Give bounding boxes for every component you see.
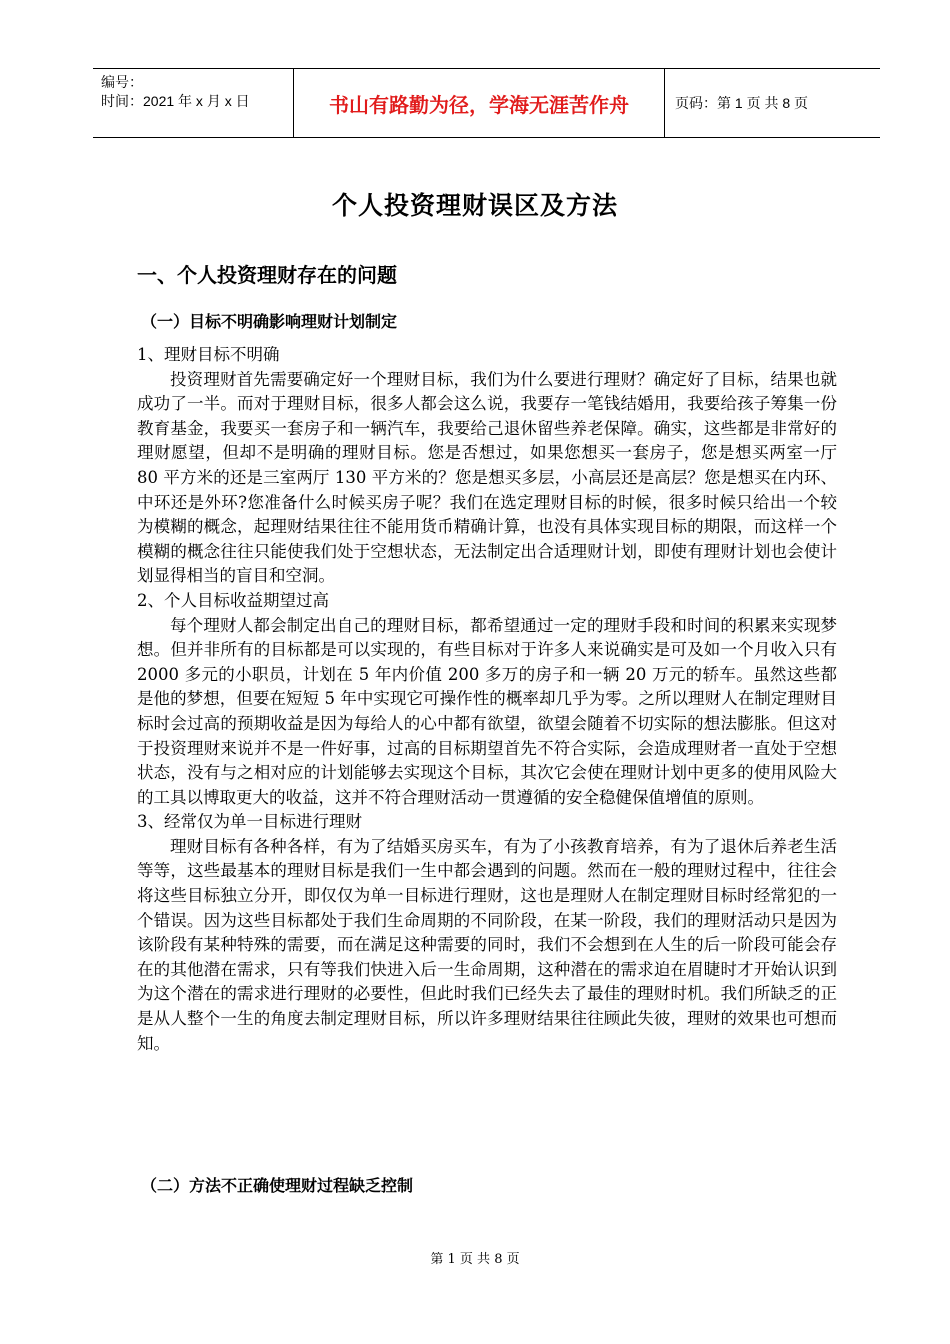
header-page-info: 页码：第 1 页 共 8 页 — [675, 95, 809, 111]
item-heading-2: 2、个人目标收益期望过高 — [137, 590, 329, 610]
subsection-heading-1: （一）目标不明确影响理财计划制定 — [141, 312, 398, 331]
number-label: 编号： — [101, 74, 143, 90]
time-label: 时间：2021 年 x 月 x 日 — [101, 93, 250, 109]
paragraph-2: 每个理财人都会制定出自己的理财目标，都希望通过一定的理财手段和时间的积累来实现梦想。但并非所有的目标都是可以实现的，有些目标对于许多人来说确实是可及如一个月收入只有 2000 多元的小职员，计划在 5 年内价值 200 多万的房子和一辆 20 万元的轿车。虽然这些都是他的梦想，但要在短短 5 年中实现它可操作性的概率却几乎为零。之所以理财人在制定理财目标时会过高的预期收益是因为每给人的心中都有欲望，欲望会随着不切实际的想法膨胀。但这对于投资理财来说并不是一件好事，过高的目标期望首先不符合实际，会造成理财者一直处于空想状态，没有与之相对应的计划能够去实现这个目标，其次它会使在理财计划中更多的使用风险大的工具以博取更大的收益，这并不符合理财活动一贯遵循的安全稳健保值增值的原则。 — [137, 615, 837, 807]
body-text — [137, 343, 837, 1056]
paragraph-3: 理财目标有各种各样，有为了结婚买房买车，有为了小孩教育培养，有为了退休后养老生活等等，这些最基本的理财目标是我们一生中都会遇到的问题。然而在一般的理财过程中，往往会将这些目标独立分开，即仅仅为单一目标进行理财，这也是理财人在制定理财目标时经常犯的一个错误。因为这些目标都处于我们生命周期的不同阶段，在某一阶段，我们的理财活动只是因为该阶段有某种特殊的需要，而在满足这种需要的同时，我们不会想到在人生的后一阶段可能会存在的其他潜在需求，只有等我们快进入后一生命周期，这种潜在的需求迫在眉睫时才开始认识到为这个潜在的需求进行理财的必要性，但此时我们已经失去了最佳的理财时机。我们所缺乏的正是从人整个一生的角度去制定理财目标，所以许多理财结果往往顾此失彼，理财的效果也可想而知。 — [137, 836, 837, 1053]
item-heading-1: 1、理财目标不明确 — [137, 345, 280, 364]
header-left-cell — [93, 69, 293, 137]
page-footer: 第 1 页 共 8 页 — [430, 1252, 520, 1267]
section-heading-1: 一、个人投资理财存在的问题 — [137, 263, 397, 287]
paragraph-1: 投资理财首先需要确定好一个理财目标，我们为什么要进行理财？确定好了目标，结果也就成功了一半。而对于理财目标，很多人都会这么说，我要存一笔钱结婚用，我要给孩子筹集一份教育基金，我要买一套房子和一辆汽车，我要给己退休留些养老保障。确实，这些都是非常好的理财愿望，但却不是明确的理财目标。您是否想过，如果您想买一套房子，您是想买两室一厅 80 平方米的还是三室两厅 130 平方米的？您是想买多层，小高层还是高层？您是想买在内环、中环还是外环?您准备什么时候买房子呢？我们在选定理财目标的时候，很多时候只给出一个较为模糊的概念，起理财结果往往不能用货币精确计算，也没有具体实现目标的期限，而这样一个模糊的概念往往只能使我们处于空想状态，无法制定出合适理财计划，即使有理财计划也会使计划显得相当的盲目和空洞。 — [137, 369, 837, 586]
header-motto: 书山有路勤为径，学海无涯苦作舟 — [293, 69, 665, 137]
document-title: 个人投资理财误区及方法 — [331, 191, 618, 220]
header-table — [93, 68, 880, 138]
subsection-heading-2: （二）方法不正确使理财过程缺乏控制 — [141, 1176, 414, 1195]
item-heading-3: 3、经常仅为单一目标进行理财 — [137, 812, 362, 832]
